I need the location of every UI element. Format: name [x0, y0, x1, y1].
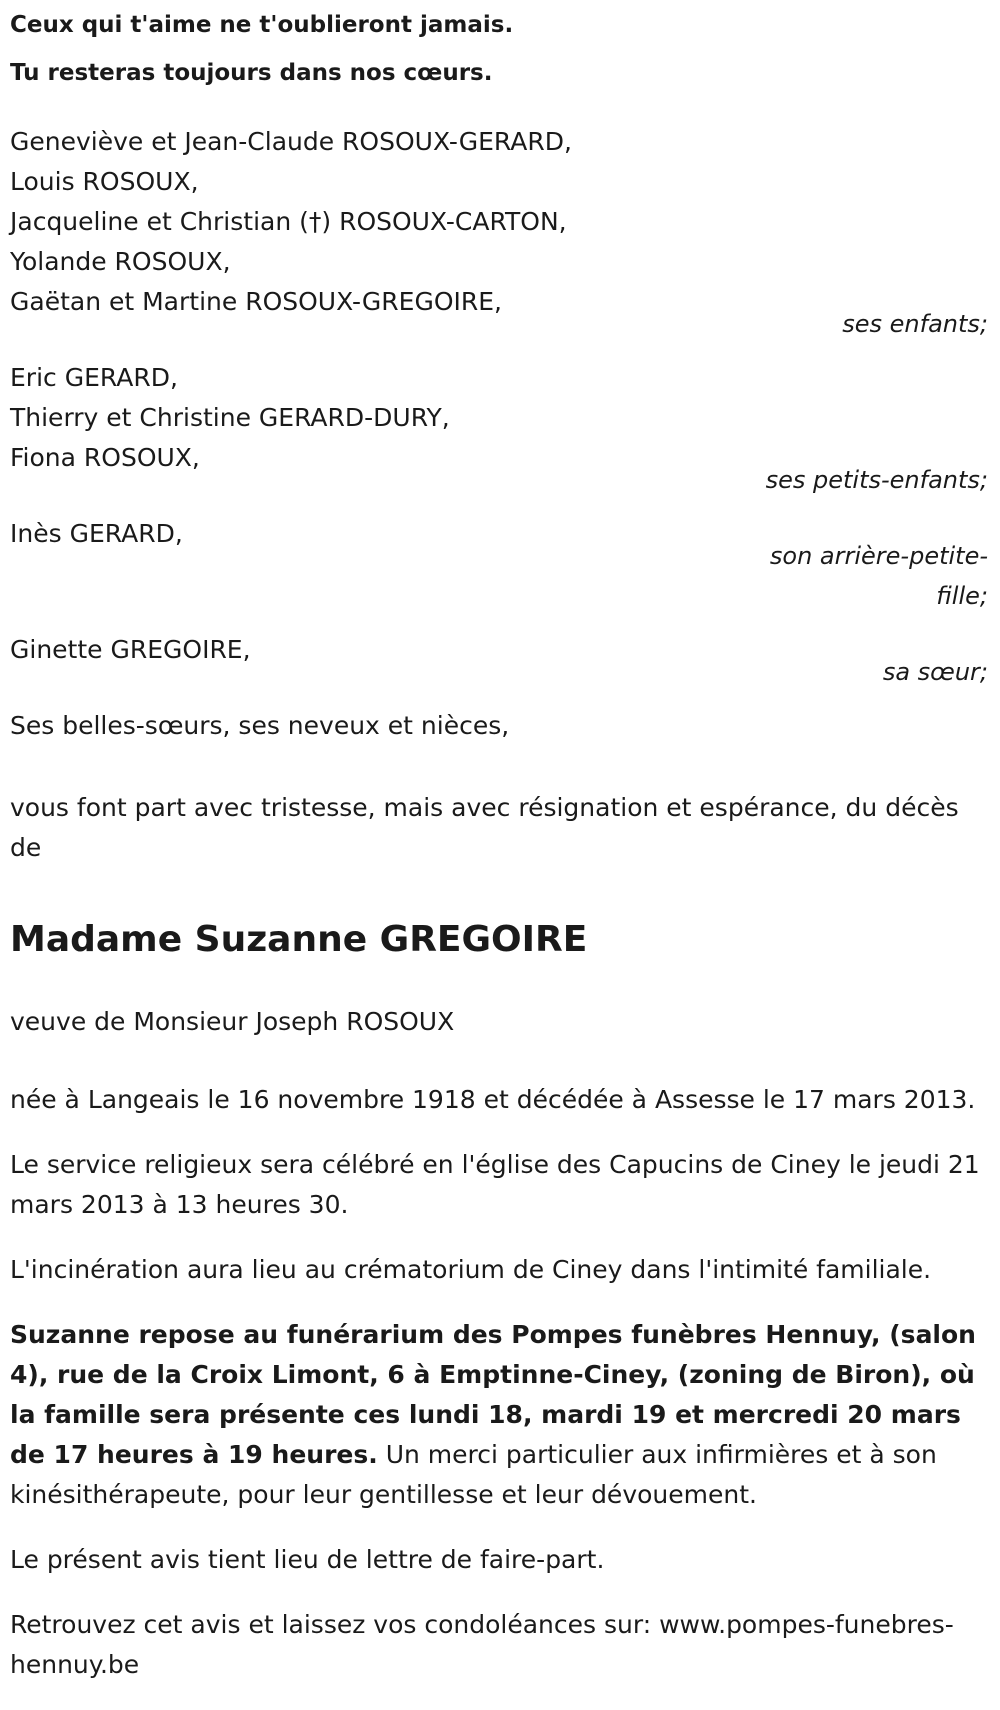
deceased-name: Madame Suzanne GREGOIRE — [10, 919, 588, 960]
funerarium-paragraph — [10, 1315, 988, 1515]
funerarium-text: Suzanne repose au funérarium des Pompes funèbres Hennuy, (salon 4), rue de la Croix Limont, 6 à Emptinne-Ciney, (zoning de Biron), où la famille sera présente ces lundi 18, mardi 19 et mercredi 20 mars de 17 heures à 19 heures. — [10, 1320, 976, 1469]
announcement-text: vous font part avec tristesse, mais avec résignation et espérance, du décès de — [10, 793, 959, 862]
family-member: Jacqueline et Christian (†) ROSOUX-CARTON, — [10, 207, 567, 236]
family-member: Ginette GREGOIRE, — [10, 635, 251, 664]
relation-label: son arrière-petite-fille; — [769, 542, 988, 610]
family-member: Gaëtan et Martine ROSOUX-GREGOIRE, — [10, 287, 502, 316]
family-member: Geneviève et Jean-Claude ROSOUX-GERARD, — [10, 127, 572, 156]
condolences-text: Retrouvez cet avis et laissez vos condoléances sur: www.pompes-funebres-hennuy.be — [10, 1610, 954, 1679]
relation-label: ses petits-enfants; — [765, 466, 988, 494]
family-member: Ses belles-sœurs, ses neveux et nièces, — [10, 711, 510, 740]
relation-label: sa sœur; — [882, 658, 988, 686]
obituary-notice — [10, 0, 988, 1710]
thanks-text: Un merci particulier aux infirmières et à son kinésithérapeute, pour leur gentillesse et leur dévouement. — [10, 1440, 937, 1509]
notice-text: Le présent avis tient lieu de lettre de faire-part. — [10, 1545, 605, 1574]
family-member: Inès GERARD, — [10, 519, 183, 548]
family-member: Yolande ROSOUX, — [10, 247, 231, 276]
family-member: Thierry et Christine GERARD-DURY, — [10, 403, 450, 432]
family-member: Fiona ROSOUX, — [10, 443, 200, 472]
service-text: Le service religieux sera célébré en l'église des Capucins de Ciney le jeudi 21 mars 2013 à 13 heures 30. — [10, 1150, 980, 1219]
quote-line-2: Tu resteras toujours dans nos cœurs. — [10, 60, 493, 86]
birth-death-text: née à Langeais le 16 novembre 1918 et décédée à Assesse le 17 mars 2013. — [10, 1085, 976, 1114]
family-member: Eric GERARD, — [10, 363, 178, 392]
children-list — [10, 122, 988, 322]
family-member: Louis ROSOUX, — [10, 167, 199, 196]
incineration-text: L'incinération aura lieu au crématorium de Ciney dans l'intimité familiale. — [10, 1255, 932, 1284]
relation-label: ses enfants; — [842, 310, 988, 338]
other-relatives — [10, 706, 988, 746]
widow-of: veuve de Monsieur Joseph ROSOUX — [10, 1007, 455, 1036]
quote-line-1: Ceux qui t'aime ne t'oublieront jamais. — [10, 12, 514, 38]
